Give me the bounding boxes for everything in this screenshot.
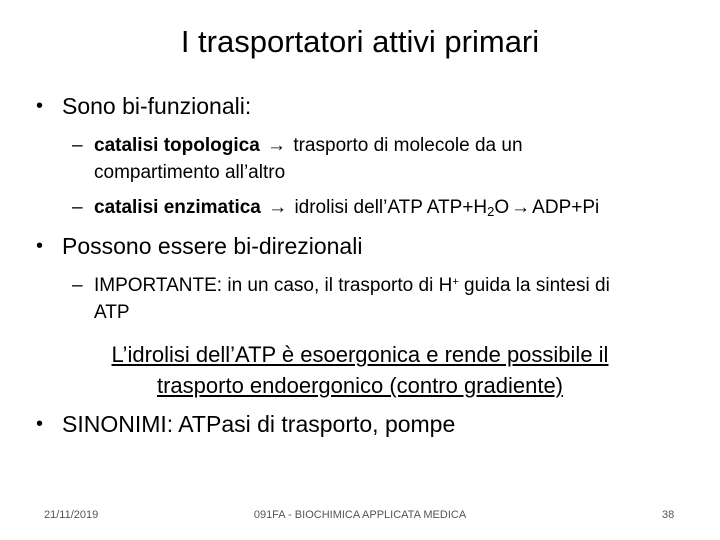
sub-bullet-2-bold: catalisi enzimatica (94, 197, 261, 218)
sub-bullet-2 (94, 196, 599, 220)
sub-bullet-2-product: ADP+Pi (532, 197, 600, 218)
footer-date: 21/11/2019 (44, 509, 99, 521)
bullet-2-text: Possono essere bi-direzionali (62, 233, 363, 259)
bullet-3-text: : ATPasi di trasporto, pompe (166, 411, 456, 437)
sub-bullet-1-bold: catalisi topologica (94, 135, 260, 156)
oxygen-text: O (494, 197, 510, 218)
dash-icon: – (72, 135, 83, 156)
dash-icon: – (72, 197, 83, 218)
bullet-1-text: Sono bi-funzionali: (62, 93, 252, 119)
arrow-icon: → (267, 135, 287, 156)
sub-bullet-1-text: trasporto di molecole da un (293, 135, 523, 156)
arrow-icon: → (268, 197, 288, 218)
dash-icon: – (72, 275, 83, 296)
bullet-3 (62, 410, 455, 438)
sub-bullet-3-text: IMPORTANTE: in un caso, il trasporto di H (94, 275, 453, 296)
subscript-2: 2 (487, 204, 495, 219)
sub-bullet-3-text-b: guida la sintesi di (464, 275, 610, 296)
sub-bullet-3 (94, 274, 610, 298)
page-number: 38 (662, 509, 675, 521)
sub-bullet-2-text: idrolisi dell’ATP ATP+H (294, 197, 488, 218)
arrow-icon: → (511, 197, 531, 218)
superscript-plus: + (452, 276, 459, 288)
highlight-line-2: trasporto endoergonico (contro gradiente) (156, 373, 564, 398)
sub-bullet-3-cont: ATP (94, 302, 130, 323)
bullet-icon: • (36, 413, 44, 435)
slide-title: I trasportatori attivi primari (180, 24, 540, 59)
bullet-icon: • (36, 235, 44, 257)
footer-course: 091FA - BIOCHIMICA APPLICATA MEDICA (253, 509, 467, 521)
bullet-3-head: SINONIMI (62, 411, 167, 437)
bullet-icon: • (36, 95, 44, 117)
sub-bullet-1 (94, 134, 523, 158)
sub-bullet-1-cont: compartimento all’altro (94, 162, 286, 183)
highlight-line-1: L’idrolisi dell’ATP è esoergonica e rende possibile il (111, 342, 609, 367)
